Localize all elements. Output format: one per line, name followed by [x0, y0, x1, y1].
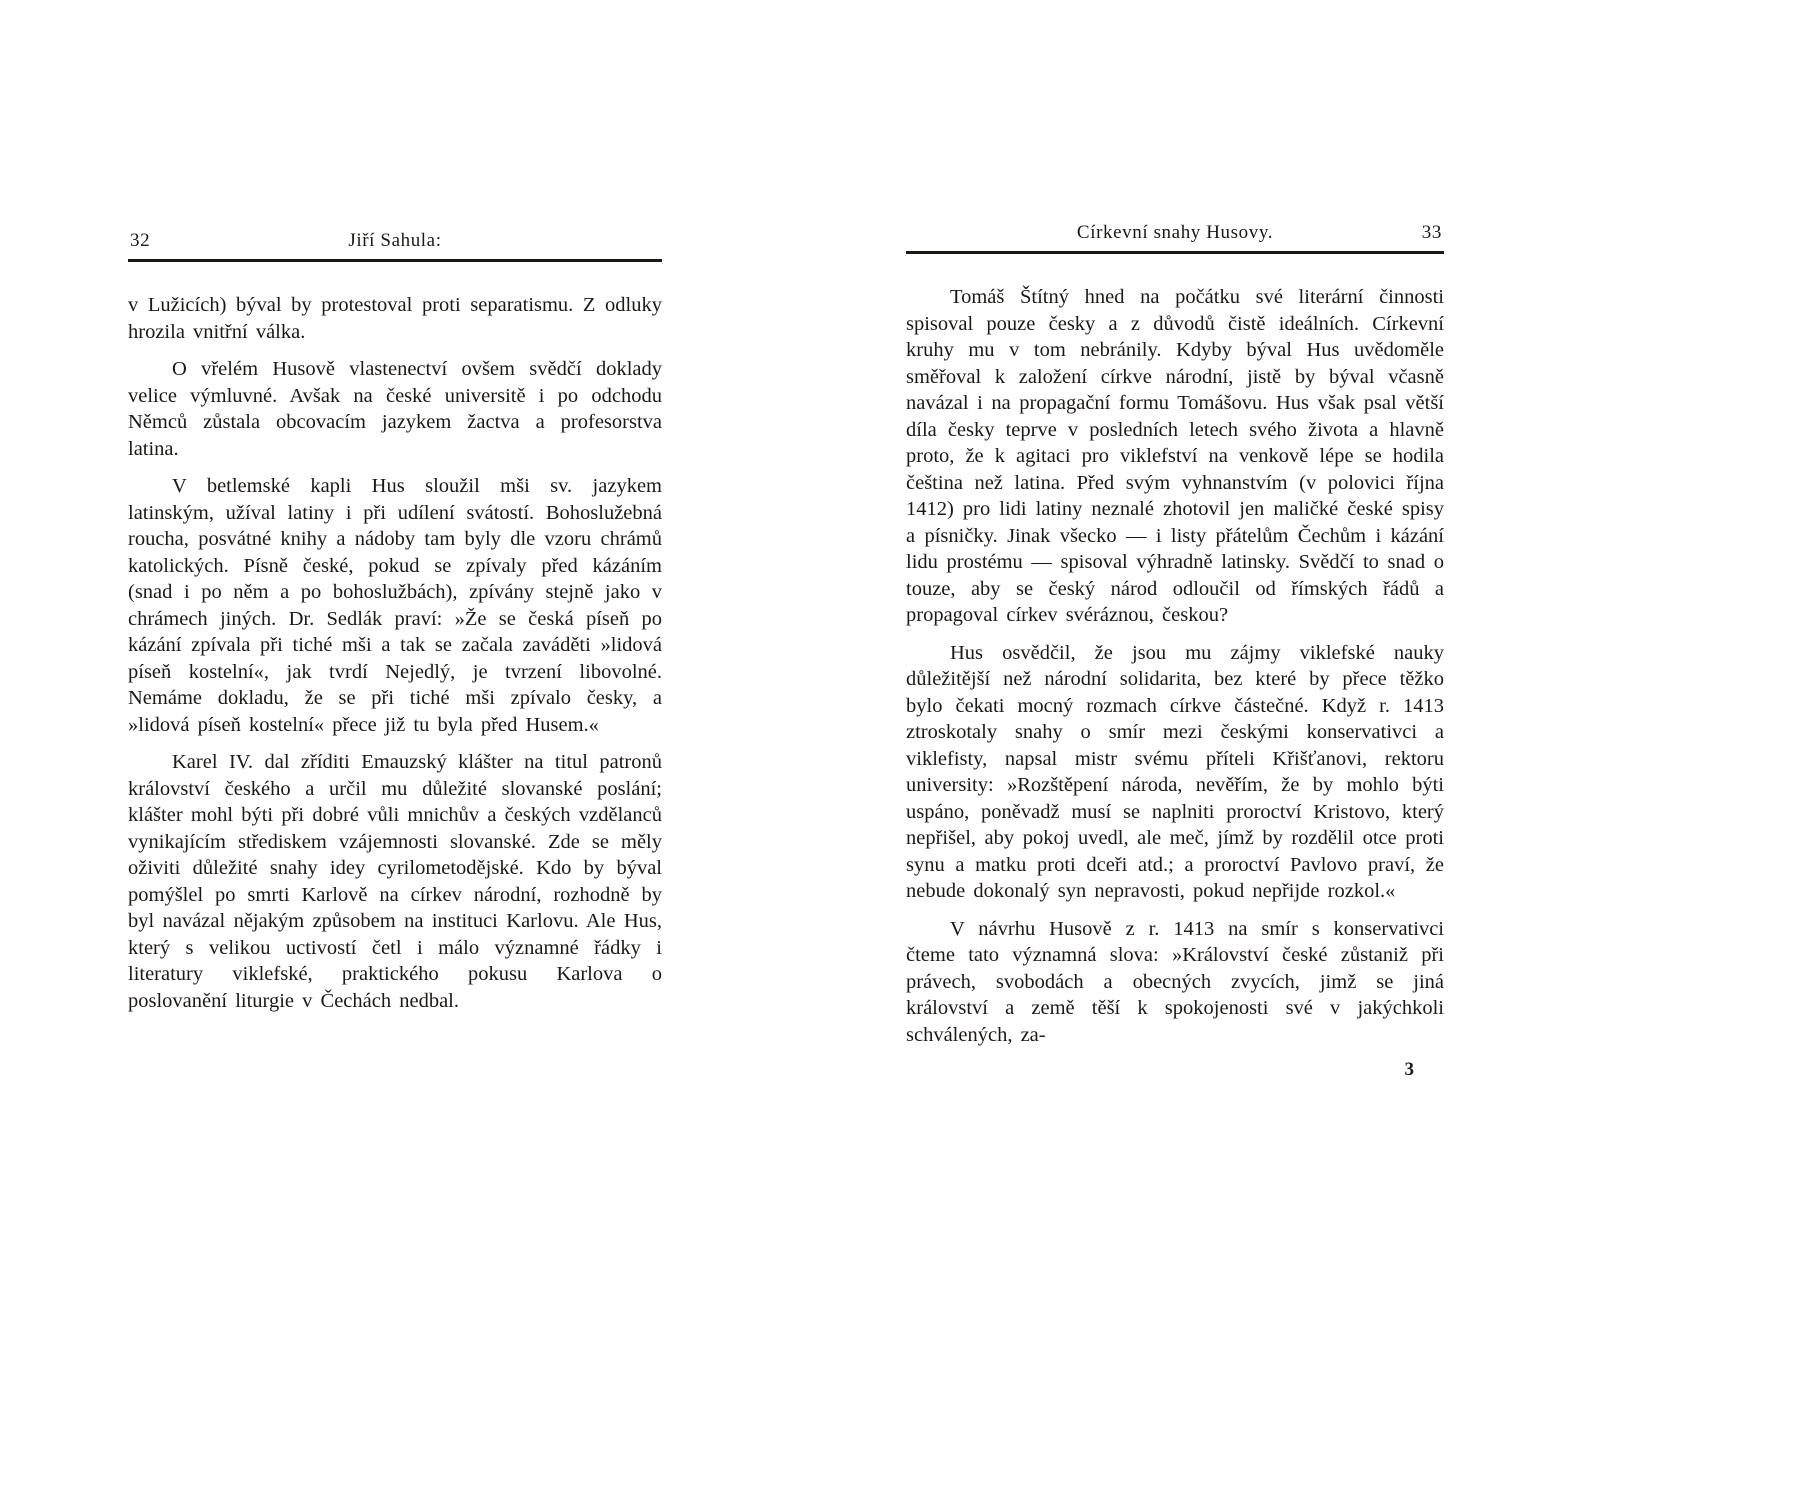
paragraph: Hus osvědčil, že jsou mu zájmy viklefské nauky důležitější než národní solidarita, bez které by přece těžko bylo čekati mocný rozmach církve částečné. Když r. 1413 ztroskotaly snahy o smír mezi českými konservativci a viklefisty, napsal mistr svému příteli Křišťanovi, rektoru university: »Rozštěpení národa, nevěřím, že by mohlo býti uspáno, poněvadž musí se naplniti proroctví Kristovo, který nepřišel, aby pokoj uvedl, ale meč, jímž by rozdělil otce proti synu a matku proti dceři atd.; a proroctví Pavlovo praví, že nebude dokonalý syn nepravosti, pokud nepřijde rozkol.« — [906, 641, 1444, 902]
signature-mark: 3 — [1404, 1059, 1414, 1080]
left-running-title: Jiří Sahula: — [348, 230, 442, 251]
right-page-header — [906, 222, 1444, 251]
left-page-number: 32 — [130, 230, 151, 251]
left-page-body — [128, 292, 662, 1014]
right-page-body — [906, 284, 1444, 1048]
paragraph: O vřelém Husově vlastenectví ovšem svědčí doklady velice výmluvné. Avšak na české universitě i po odchodu Němců zůstala obcovacím jazykem žactva a profesorstva latina. — [128, 358, 662, 460]
right-page-number: 33 — [1421, 222, 1442, 243]
left-page-header — [128, 230, 662, 259]
left-header-rule — [128, 259, 662, 262]
right-header-rule — [906, 251, 1444, 254]
paragraph: v Lužicích) býval by protestoval proti separatismu. Z odluky hrozila vnitřní válka. — [128, 294, 662, 343]
left-page — [128, 230, 662, 1025]
paragraph: Tomáš Štítný hned na počátku své literární činnosti spisoval pouze česky a z důvodů čistě ideálních. Církevní kruhy mu v tom nebránily. Kdyby býval Hus uvědoměle směřoval k založení církve národní, jistě by býval včasně navázal i na propagační formu Tomášovu. Hus však psal větší díla česky teprve v posledních letech svého života a hlavně proto, že k agitaci pro viklefství na venkově lépe se hodila čeština než latina. Před svým vyhnanstvím (v polovici října 1412) pro lidi latiny neznalé zhotovil jen maličké české spisy a písničky. Jinak všecko — i listy přátelům Čechům i kázání lidu prostému — spisoval výhradně latinsky. Svědčí to snad o touze, aby se český národ odloučil od římských řádů a propagoval církev svéráznou, českou? — [906, 286, 1444, 626]
paragraph: Karel IV. dal zříditi Emauzský klášter na titul patronů království českého a určil mu důležité slovanské poslání; klášter mohl býti při dobré vůli mnichův a českých vzdělanců vynikajícím střediskem vzájemnosti slovanské. Zde se měly oživiti důležité snahy idey cyrilometodějské. Kdo by býval pomýšlel po smrti Karlově na církev národní, rozhodně by byl navázal nějakým způsobem na instituci Karlovu. Ale Hus, který s velikou uctivostí četl i málo významné řádky i literatury viklefské, praktického pokusu Karlova o poslovanění liturgie v Čechách nedbal. — [128, 751, 662, 1012]
right-running-title: Církevní snahy Husovy. — [1076, 222, 1274, 243]
paragraph: V návrhu Husově z r. 1413 na smír s konservativci čteme tato významná slova: »Království české zůstaniž při právech, svobodách a obecných zvycích, jimž se jiná království a země těší k spokojenosti své v jakýchkoli schválených, za- — [906, 917, 1444, 1046]
paragraph: V betlemské kapli Hus sloužil mši sv. jazykem latinským, užíval latiny i při udílení svátostí. Bohoslužebná roucha, posvátné knihy a nádoby tam byly dle vzoru chrámů katolických. Písně české, pokud se zpívaly před kázáním (snad i po něm a po bohoslužbách), zpívány stejně jako v chrámech jiných. Dr. Sedlák praví: »Že se česká píseň po kázání zpívala při tiché mši a tak se začala zaváděti »lidová píseň kostelní«, jak tvrdí Nejedlý, je tvrzení libovolné. Nemáme dokladu, že se při tiché mši zpívalo česky, a »lidová píseň kostelní« přece již tu byla před Husem.« — [128, 475, 662, 736]
right-page — [906, 222, 1444, 1081]
